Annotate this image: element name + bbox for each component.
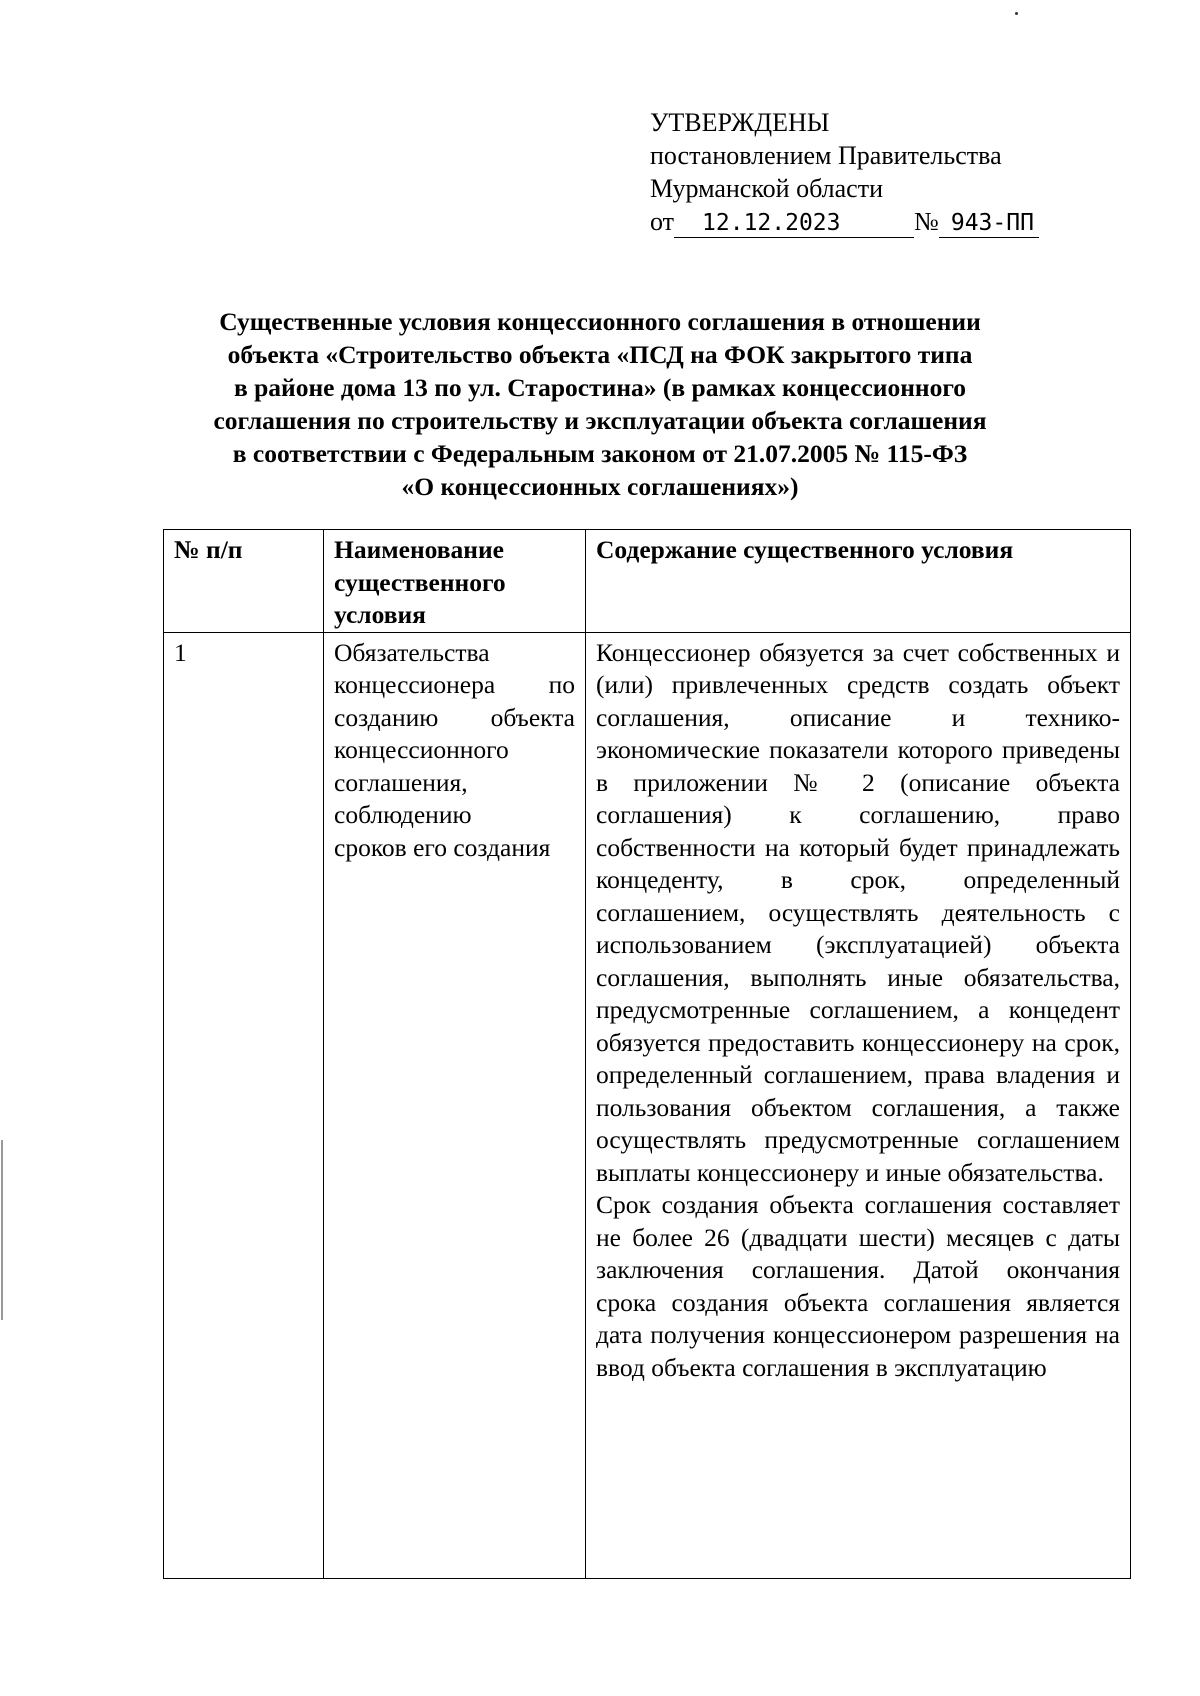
name-line: соглашения, <box>334 767 468 797</box>
header-num: № п/п <box>164 530 324 633</box>
header-name: Наименование существенного условия <box>324 530 586 633</box>
scan-artifact-edge <box>1 1140 3 1320</box>
name-line: созданию объекта <box>334 702 575 732</box>
title-line: «О концессионных соглашениях») <box>401 472 799 501</box>
row-name <box>324 632 586 1579</box>
approval-line-1: постановлением Правительства <box>650 141 1002 170</box>
title-line: в районе дома 13 по ул. Старостина» (в рамках концессионного <box>233 373 967 402</box>
name-line: Обязательства <box>334 637 490 667</box>
name-line: концессионера по <box>334 670 575 699</box>
conditions-table <box>163 529 1131 1579</box>
name-line: сроков его создания <box>334 832 551 862</box>
table-row <box>164 632 1131 1579</box>
row-content <box>586 632 1131 1579</box>
name-line: концессионного <box>334 735 509 764</box>
content-paragraph: Концессионер обязуется за счет собственных и (или) привлеченных средств создать объект соглашения, описание и технико-экономические показатели которого приведены в приложении № 2 (описание объекта соглашения) к соглашению, право собственности на который будет принадлежать концеденту, в срок, определенный соглашением, осуществлять деятельность с использованием (эксплуатацией) объекта соглашения, выполнять иные обязательства, предусмотренные соглашением, а концедент обязуется предоставить концессионеру на срок, определенный соглашением, права владения и пользования объектом соглашения, а также осуществлять предусмотренные соглашением выплаты концессионеру и иные обязательства. <box>596 637 1120 1187</box>
header-content: Содержание существенного условия <box>586 530 1131 633</box>
title-line: Существенные условия концессионного соглашения в отношении <box>219 307 981 336</box>
approval-heading: УТВЕРЖДЕНЫ <box>650 108 830 137</box>
date-prefix: от <box>650 207 675 236</box>
document-title <box>120 305 1080 503</box>
decree-number: 943-ПП <box>939 209 1039 238</box>
content-paragraph: Срок создания объекта соглашения составляет не более 26 (двадцати шести) месяцев с даты заключения соглашения. Датой окончания срока создания объекта соглашения является дата получения концессионером разрешения на ввод объекта соглашения в эксплуатацию <box>596 1190 1120 1382</box>
title-line: объекта «Строительство объекта «ПСД на ФОК закрытого типа <box>227 340 973 369</box>
title-line: в соответствии с Федеральным законом от 21.07.2005 № 115-ФЗ <box>232 439 968 468</box>
row-num: 1 <box>164 632 324 1579</box>
title-line: соглашения по строительству и эксплуатации объекта соглашения <box>213 406 987 435</box>
approval-block <box>650 106 1070 238</box>
decree-date: 12.12.2023 <box>674 209 914 238</box>
approval-line-2: Мурманской области <box>650 174 883 203</box>
number-prefix: № <box>914 207 939 236</box>
approval-date-line <box>650 205 1070 238</box>
table-header-row <box>164 530 1131 633</box>
name-line: соблюдению <box>334 800 472 829</box>
scan-artifact-dot <box>1015 12 1018 15</box>
